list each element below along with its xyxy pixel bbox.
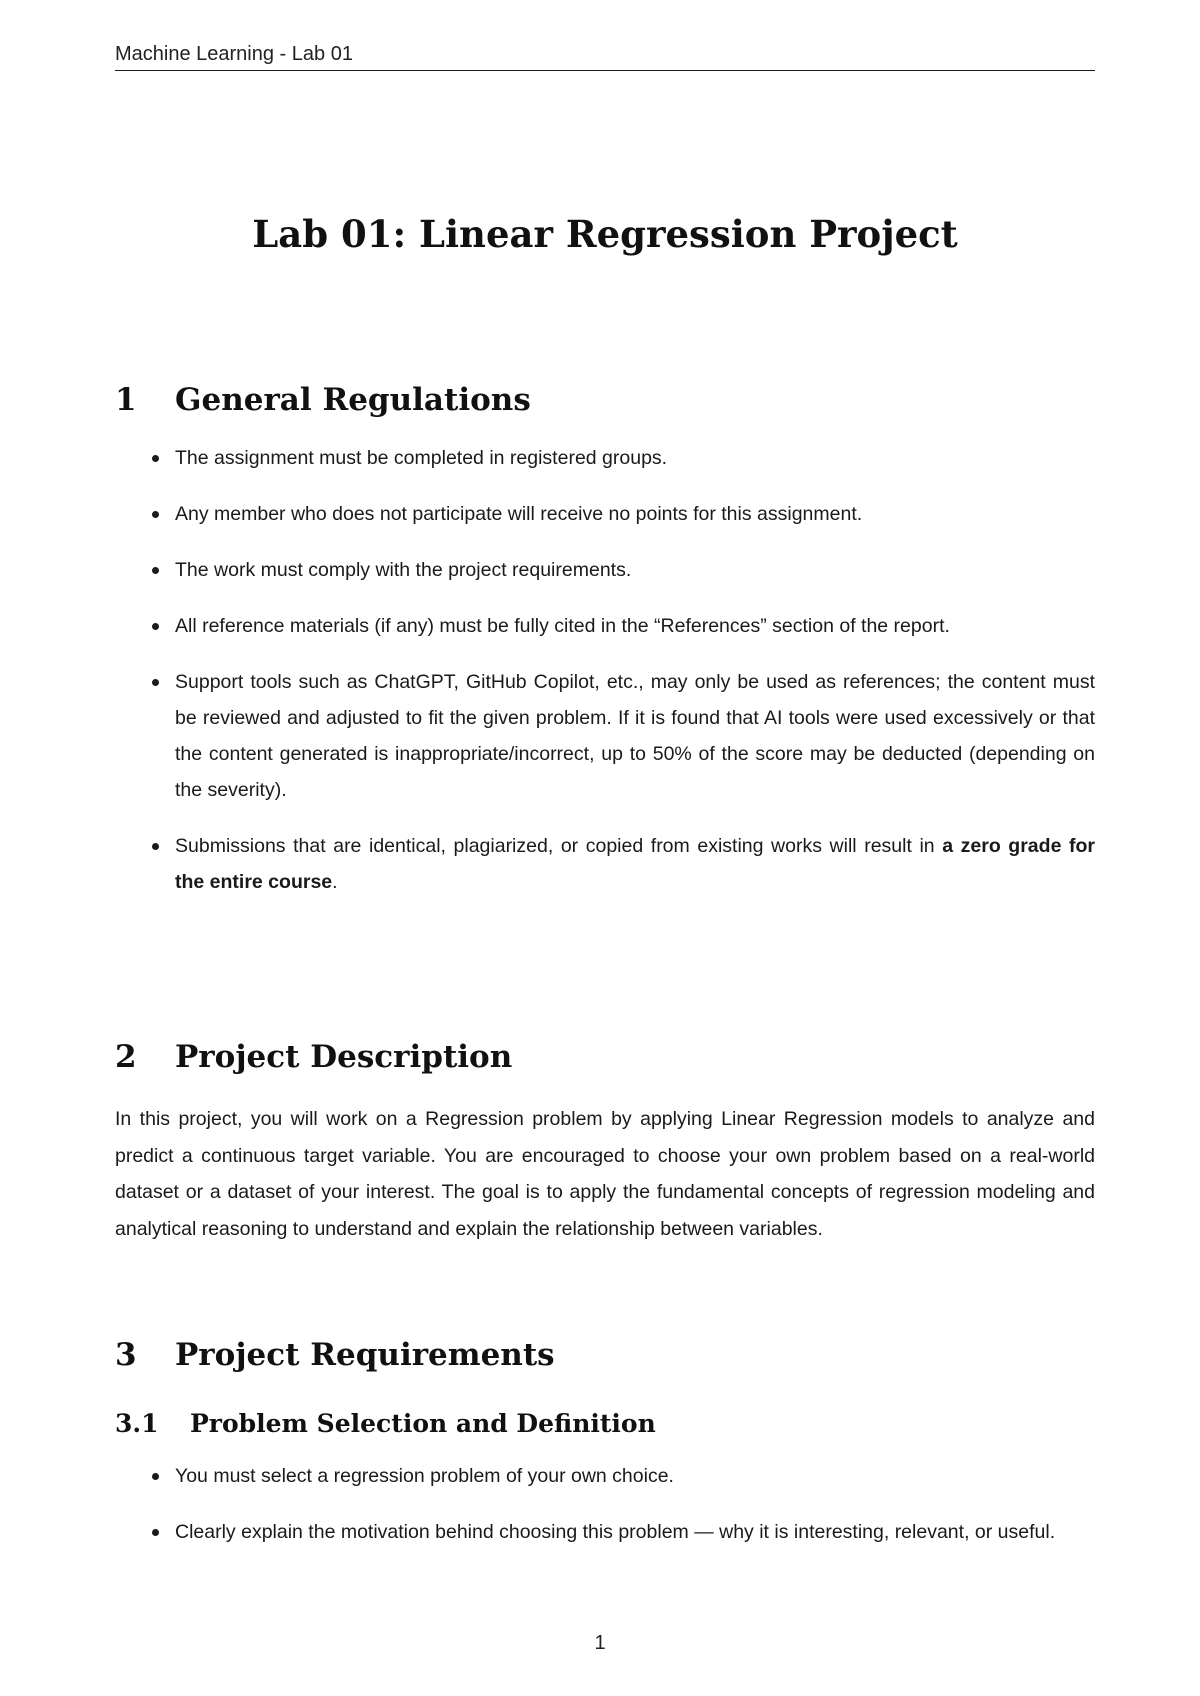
list-item [148, 496, 1095, 532]
list-item-text: Any member who does not participate will receive no points for this assignment. [175, 503, 863, 525]
subsection-number: 3.1 [115, 1409, 159, 1438]
subsection-heading-problem-selection [115, 1406, 656, 1442]
section-heading-project-description [115, 1035, 512, 1079]
section-title: Project Requirements [175, 1337, 555, 1373]
list-item-text: Submissions that are identical, plagiarized, or copied from existing works will result in [175, 835, 935, 857]
list-item [148, 440, 1095, 476]
section-heading-general-regulations [115, 378, 531, 422]
section-title: Project Description [175, 1039, 513, 1075]
problem-selection-list [148, 1458, 1095, 1550]
section-number: 1 [115, 382, 137, 418]
bullet-icon [152, 567, 159, 574]
section-title: General Regulations [175, 382, 531, 418]
list-item-text: The work must comply with the project requirements. [175, 559, 632, 581]
list-item-punctuation: . [332, 871, 338, 893]
list-item-text: You must select a regression problem of your own choice. [175, 1465, 674, 1487]
bullet-icon [152, 511, 159, 518]
list-item-text: All reference materials (if any) must be fully cited in the “References” section of the report. [175, 615, 950, 637]
document-title: Lab 01: Linear Regression Project [252, 212, 958, 256]
section-number: 2 [115, 1039, 137, 1075]
list-item-text: Clearly explain the motivation behind choosing this problem — why it is interesting, relevant, or useful. [175, 1521, 1056, 1543]
bullet-icon [152, 1473, 159, 1480]
list-item [148, 828, 1095, 900]
bullet-icon [152, 843, 159, 850]
bullet-icon [152, 1529, 159, 1536]
page-number: 1 [594, 1632, 606, 1654]
list-item [148, 1514, 1095, 1550]
list-item [148, 608, 1095, 644]
project-description-paragraph: In this project, you will work on a Regression problem by applying Linear Regression models to analyze and predict a continuous target variable. You are encouraged to choose your own problem based on a real-world dataset or a dataset of your interest. The goal is to apply the fundamental concepts of regression modeling and analytical reasoning to understand and explain the relationship between variables. [115, 1108, 1095, 1240]
list-item-text: Support tools such as ChatGPT, GitHub Copilot, etc., may only be used as references; the content must be reviewed and adjusted to fit the given problem. If it is found that AI tools were used excessively or that the content generated is inappropriate/incorrect, up to 50% of the score may be deducted (depending on the severity). [175, 671, 1095, 801]
list-item-text: The assignment must be completed in registered groups. [175, 447, 668, 469]
bullet-icon [152, 679, 159, 686]
subsection-title: Problem Selection and Definition [190, 1409, 656, 1438]
running-header: Machine Learning - Lab 01 [115, 38, 1095, 71]
bullet-icon [152, 455, 159, 462]
list-item [148, 1458, 1095, 1494]
bullet-icon [152, 623, 159, 630]
list-item [148, 552, 1095, 588]
general-regulations-list [148, 440, 1095, 900]
section-heading-project-requirements [115, 1333, 555, 1377]
list-item-emphasis: a zero grade for the entire course [175, 835, 1095, 893]
section-number: 3 [115, 1337, 137, 1373]
list-item [148, 664, 1095, 808]
